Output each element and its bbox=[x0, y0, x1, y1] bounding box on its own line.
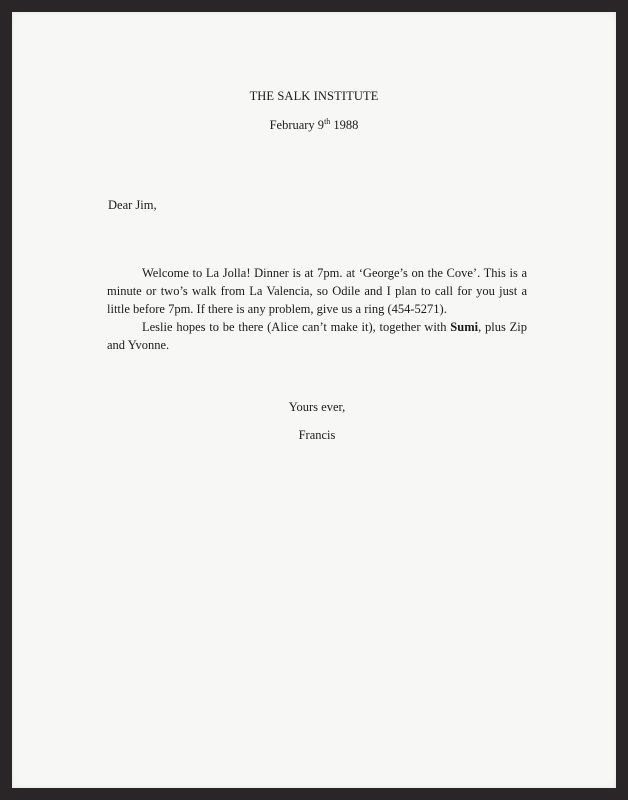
paragraph-2-text-b: , plus Zip and Yvonne. bbox=[107, 320, 527, 352]
name-sumi-bold: Sumi bbox=[450, 320, 479, 334]
date-ordinal-suffix: th bbox=[324, 117, 331, 126]
date-year: 1988 bbox=[330, 118, 359, 132]
letter-body bbox=[107, 264, 527, 354]
paragraph-2 bbox=[107, 318, 527, 354]
signature: Francis bbox=[298, 428, 336, 442]
paragraph-2-text-a: Leslie hopes to be there (Alice can’t make it), together with bbox=[142, 320, 451, 334]
letterhead-organization: THE SALK INSTITUTE bbox=[249, 89, 379, 103]
date-month-day: February 9 bbox=[269, 118, 325, 132]
paragraph-1: Welcome to La Jolla! Dinner is at 7pm. at ‘George’s on the Cove’. This is a minute or two’s walk from La Valencia, so Odile and I plan to call for you just a little before 7pm. If there is any problem, give us a ring (454-5271). bbox=[107, 266, 527, 316]
letter-date bbox=[0, 118, 628, 133]
closing: Yours ever, bbox=[288, 400, 346, 414]
salutation: Dear Jim, bbox=[108, 198, 157, 212]
